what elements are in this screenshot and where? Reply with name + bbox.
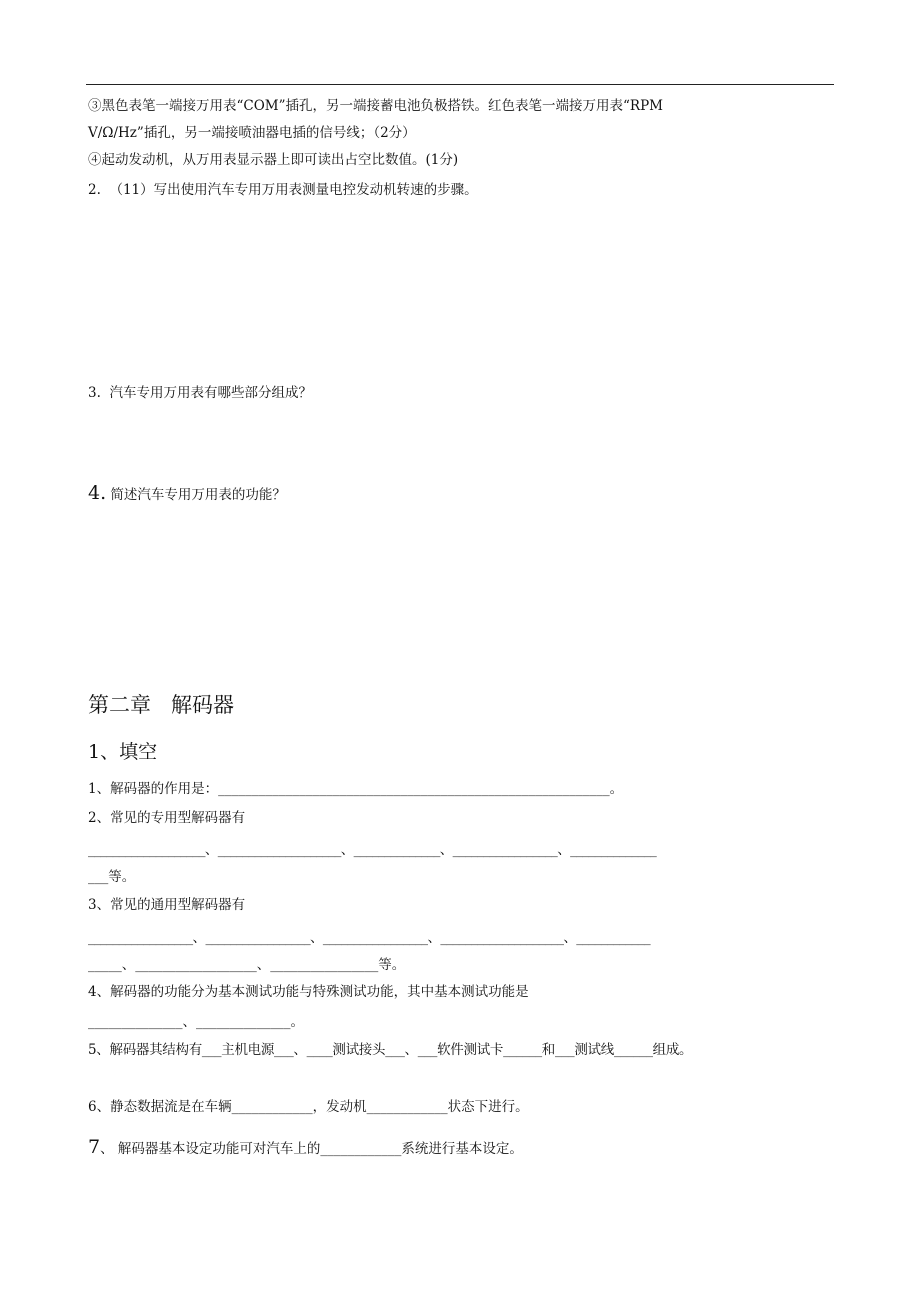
fill-item-6: 6、静态数据流是在车辆____________，发动机____________状态下进行。 (88, 1099, 529, 1115)
fill-item-3-blanks: _________________、_________________、_________________、____________________、____________ (88, 930, 651, 946)
question-4-text: 简述汽车专用万用表的功能？ (106, 487, 286, 503)
answer-step-4: ④起动发动机，从万用表显示器上即可读出占空比数值。(1分) (88, 152, 459, 168)
fill-item-1: 1、解码器的作用是：__________________________________________________________。 (88, 781, 624, 797)
fill-item-2-end: ___等。 (88, 869, 136, 885)
fill-item-7-text: 、 解码器基本设定功能可对汽车上的____________系统进行基本设定。 (100, 1141, 523, 1157)
fill-item-5: 5、解码器其结构有___主机电源___、____测试接头___、___软件测试卡______和___测试线______组成。 (88, 1042, 693, 1058)
fill-item-4-blanks: ______________、______________。 (88, 1014, 304, 1030)
fill-item-3: 3、常见的通用型解码器有 (88, 897, 246, 913)
fill-item-4: 4、解码器的功能分为基本测试功能与特殊测试功能，其中基本测试功能是 (88, 984, 529, 1000)
section-title: 1、填空 (88, 741, 158, 763)
header-rule (86, 84, 834, 85)
fill-item-7 (88, 1138, 523, 1158)
fill-item-3-end: _____、__________________、________________等。 (88, 957, 406, 973)
answer-step-3-cont: V/Ω/Hz”插孔，另一端接喷油器电插的信号线；（2分） (88, 125, 416, 141)
question-3: 3. 汽车专用万用表有哪些部分组成？ (88, 385, 312, 401)
fill-item-7-number: 7 (88, 1136, 101, 1158)
fill-item-2-blanks: ___________________、____________________、______________、_________________、______________ (88, 842, 657, 858)
question-4-number: 4. (88, 482, 107, 504)
question-2: 2. （11）写出使用汽车专用万用表测量电控发动机转速的步骤。 (88, 182, 478, 198)
fill-item-2: 2、常见的专用型解码器有 (88, 810, 246, 826)
chapter-title: 第二章 解码器 (88, 693, 235, 717)
answer-step-3: ③黑色表笔一端接万用表“COM”插孔，另一端接蓄电池负极搭铁。红色表笔一端接万用表“RPM (88, 98, 663, 114)
question-4 (88, 484, 286, 504)
